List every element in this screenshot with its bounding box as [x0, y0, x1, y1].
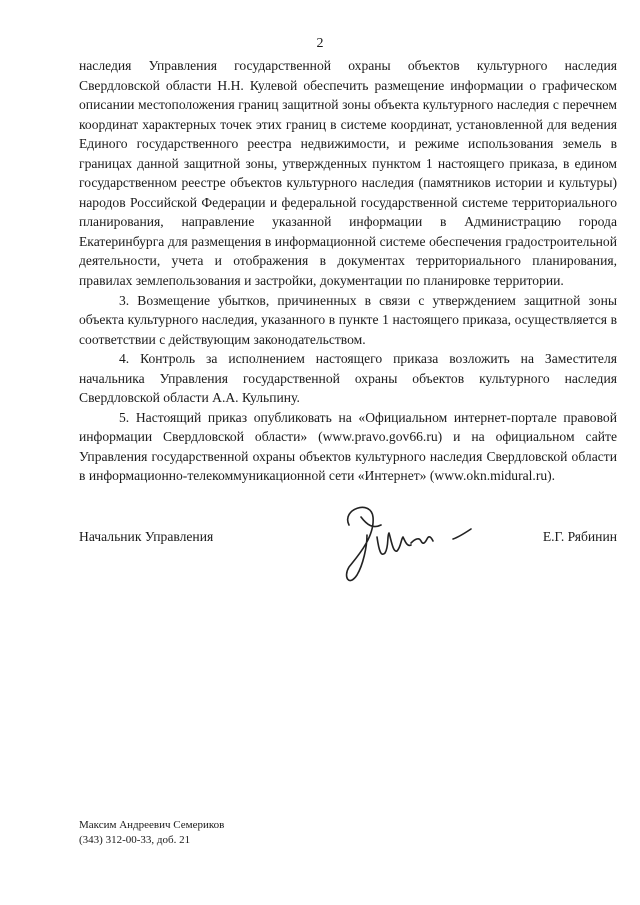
signer-position: Начальник Управления	[79, 529, 214, 544]
paragraph-continuation: наследия Управления государственной охраны объектов культурного наследия Свердловской области Н.Н. Кулевой обеспечить размещение информации о графическом описании местоположения границ защитной зоны объекта культурного наследия с перечнем координат характерных точек этих границ в системе координат, установленной для ведения Единого государственного реестра недвижимости, и режиме использования земель в границах данной защитной зоны, утвержденных пунктом 1 настоящего приказа, в едином государственном реестре объектов культурного наследия (памятников истории и культуры) народов Российской Федерации и федеральной государственной системе территориального планирования, направление указанной информации в Администрацию города Екатеринбурга для размещения в информационной системе обеспечения градостроительной деятельности, учета и отображения в документах территориального планирования, правилах землепользования и застройки, документации по планировке территории.	[79, 58, 617, 289]
executor-name: Максим Андреевич Семериков	[79, 819, 225, 831]
paragraph-item-3: 3. Возмещение убытков, причиненных в связи с утверждением защитной зоны объекта культурного наследия, указанного в пункте 1 настоящего приказа, осуществляется в соответствии с действующим законодательством.	[79, 292, 617, 347]
handwritten-signature	[327, 495, 487, 595]
paragraph-item-4: 4. Контроль за исполнением настоящего приказа возложить на Заместителя начальника Управления государственной охраны объектов культурного наследия Свердловской области А.А. Кульпину.	[79, 351, 617, 406]
paragraph-item-5: 5. Настоящий приказ опубликовать на «Официальном интернет-портале правовой информации Свердловской области» (www.pravo.gov66.ru) и на официальном сайте Управления государственной охраны объектов культурного наследия Свердловской области в информационно-телекоммуникационной сети «Интернет» (www.okn.midural.ru).	[79, 409, 617, 484]
document-body	[79, 56, 617, 486]
executor-phone: (343) 312-00-33, доб. 21	[79, 834, 191, 846]
executor-info	[79, 818, 224, 848]
page-number: 2	[316, 36, 324, 51]
signer-name: Е.Г. Рябинин	[542, 529, 617, 544]
